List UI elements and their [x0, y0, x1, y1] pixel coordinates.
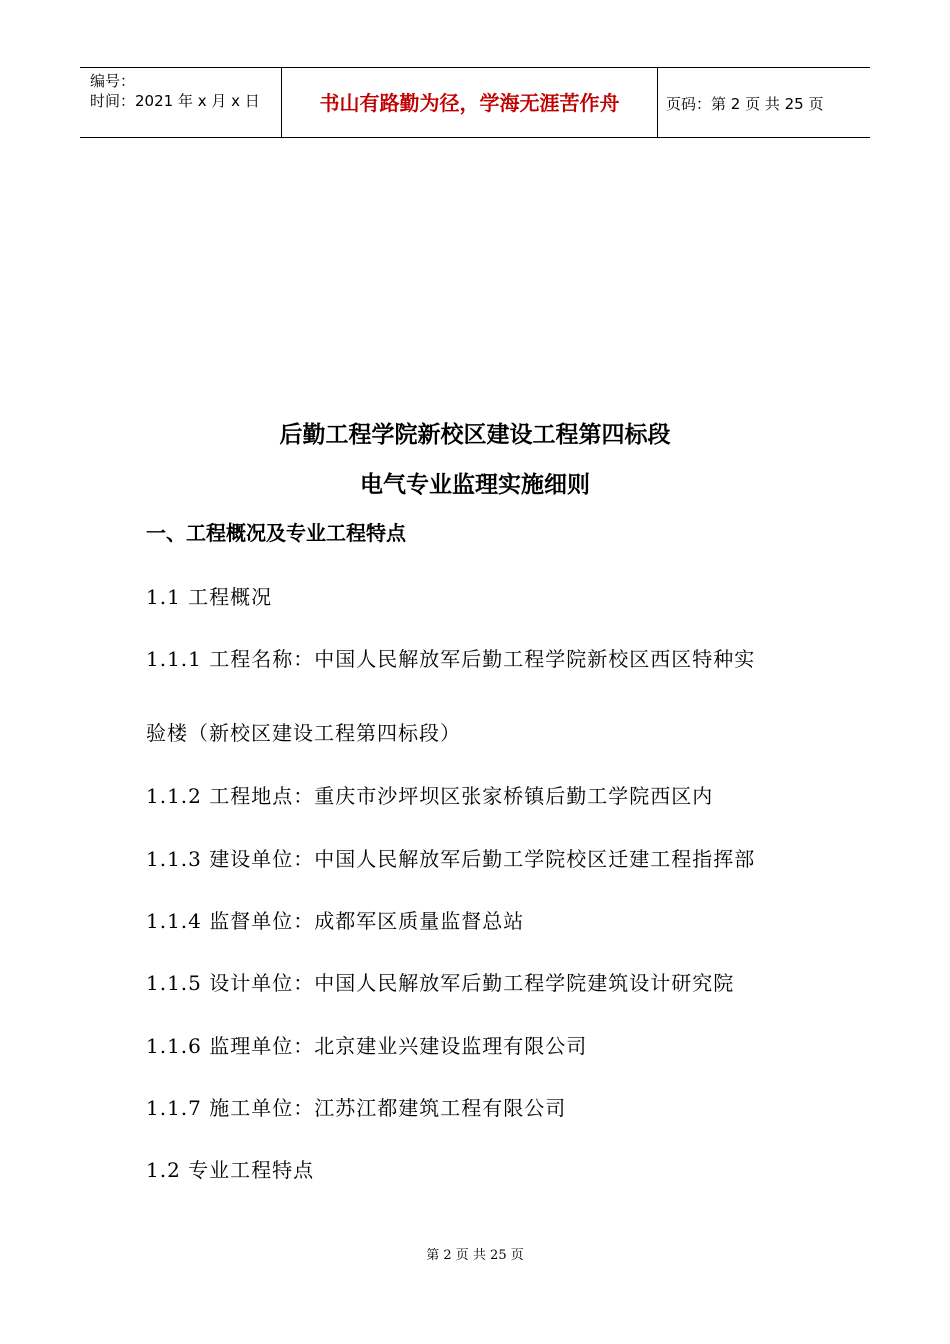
paragraph: 1.1.6 监理单位：北京建业兴建设监理有限公司: [146, 1034, 588, 1058]
paragraph: 1.1.1 工程名称：中国人民解放军后勤工程学院新校区西区特种实: [146, 647, 756, 671]
paragraph: 1.1.2 工程地点：重庆市沙坪坝区张家桥镇后勤工学院西区内: [146, 784, 714, 808]
page-header: [80, 67, 870, 138]
header-page-cell: [658, 68, 870, 137]
header-page-info: 页码：第 2 页 共 25 页: [666, 95, 824, 113]
document-time-label: 时间：2021 年 x 月 x 日: [90, 92, 260, 110]
page-footer: 第 2 页 共 25 页: [426, 1248, 524, 1263]
document-number-label: 编号：: [90, 72, 136, 90]
section-heading: 一、工程概况及专业工程特点: [146, 521, 406, 545]
paragraph: 验楼（新校区建设工程第四标段）: [146, 721, 461, 745]
paragraph: 1.1.7 施工单位：江苏江都建筑工程有限公司: [146, 1096, 567, 1120]
document-subtitle: 电气专业监理实施细则: [360, 471, 590, 498]
paragraph: 1.1.4 监督单位：成都军区质量监督总站: [146, 909, 525, 933]
paragraph: 1.1.5 设计单位：中国人民解放军后勤工程学院建筑设计研究院: [146, 971, 735, 995]
document-title: 后勤工程学院新校区建设工程第四标段: [279, 421, 671, 448]
paragraph: 1.2 专业工程特点: [146, 1158, 315, 1182]
paragraph: 1.1 工程概况: [146, 585, 273, 609]
header-motto: 书山有路勤为径，学海无涯苦作舟: [319, 91, 620, 115]
header-motto-cell: [282, 68, 658, 137]
header-meta-cell: [80, 68, 282, 137]
paragraph: 1.1.3 建设单位：中国人民解放军后勤工学院校区迁建工程指挥部: [146, 847, 756, 871]
